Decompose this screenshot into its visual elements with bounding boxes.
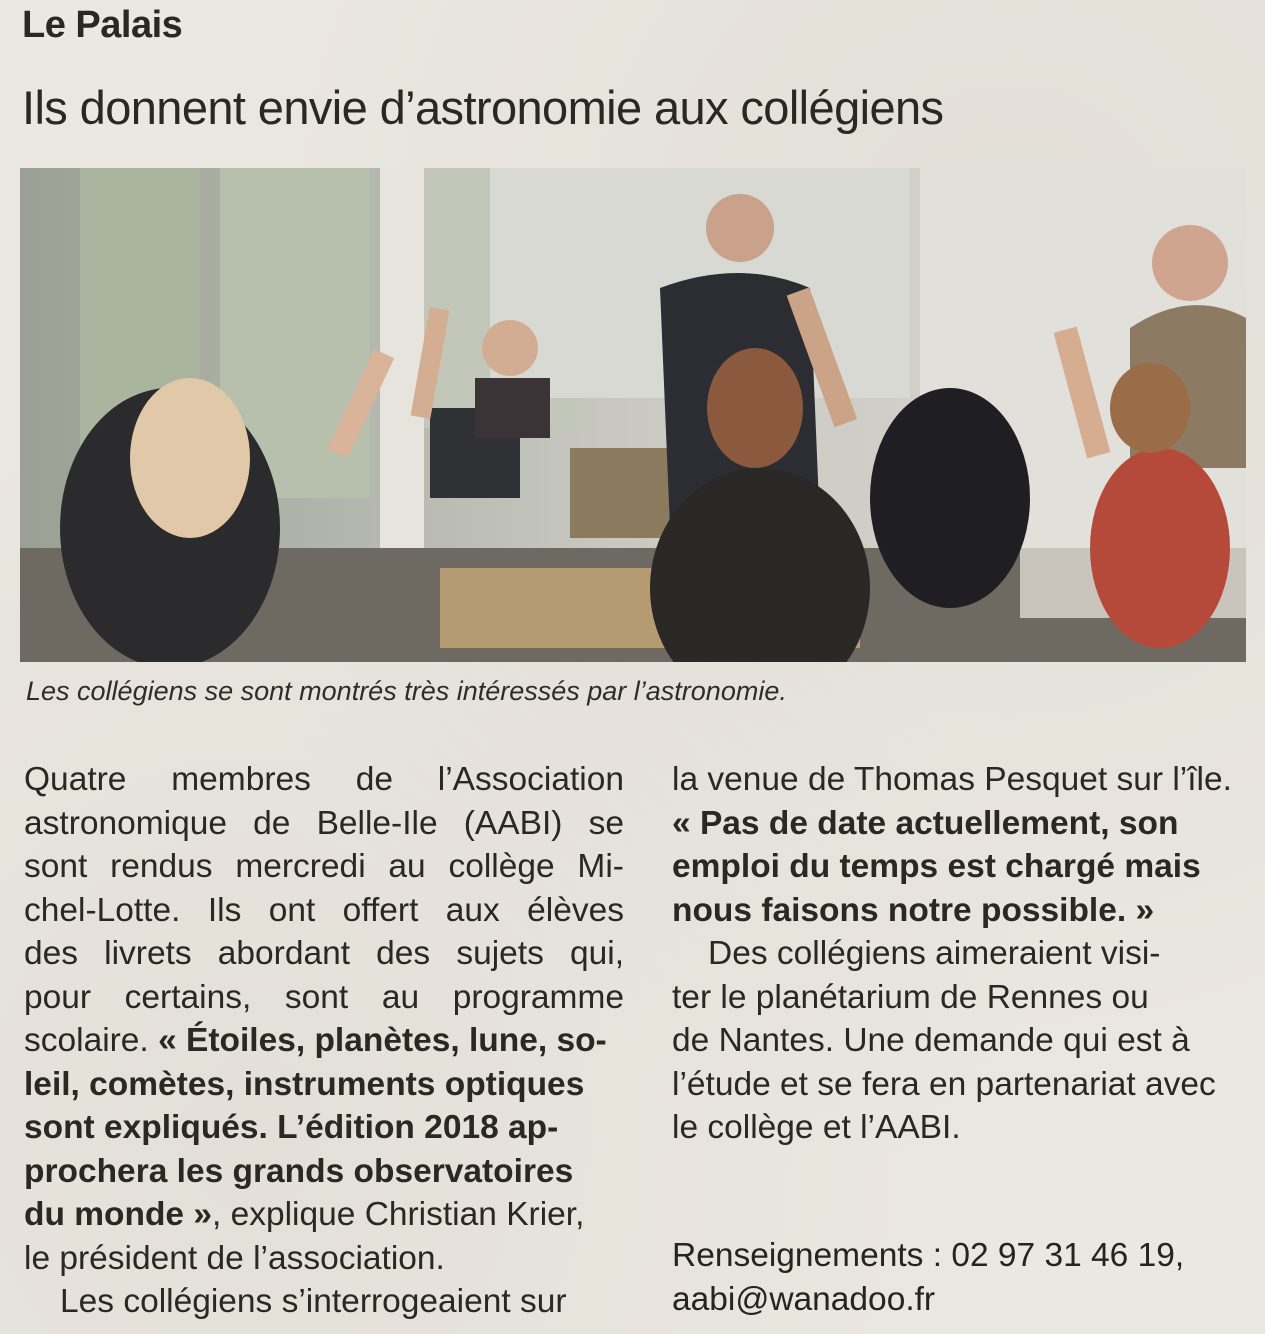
info-email[interactable]: aabi@wanadoo.fr <box>672 1281 936 1318</box>
word: aux <box>445 891 500 929</box>
text-run: , explique Christian Krier, <box>211 1196 585 1233</box>
text-line <box>24 976 624 1020</box>
word: chel-Lotte. <box>24 891 181 929</box>
word: qui, <box>569 935 624 972</box>
text-line <box>24 802 624 846</box>
word: des <box>24 935 79 972</box>
word: l’Association <box>437 761 624 798</box>
text-run: scolaire. <box>24 1022 159 1059</box>
word: collège <box>448 848 555 885</box>
word: au <box>381 978 420 1016</box>
text-line <box>24 1019 624 1063</box>
word: programme <box>452 978 624 1016</box>
word: mercredi <box>235 848 366 885</box>
word: Quatre <box>24 761 127 798</box>
article-column-left <box>24 758 624 1324</box>
text-line <box>24 889 624 933</box>
text-line: ter le planétarium de Rennes ou <box>672 978 1149 1016</box>
article-column-right <box>672 758 1265 1150</box>
word: pour <box>24 978 92 1016</box>
quote-text: sont expliqués. L’édition 2018 ap- <box>24 1109 559 1146</box>
word: membres <box>171 761 311 798</box>
text-line: le collège et l’AABI. <box>672 1109 961 1146</box>
article-photo <box>20 168 1246 662</box>
word: de <box>253 804 291 842</box>
word: (AABI) <box>463 804 563 842</box>
word: se <box>588 804 624 842</box>
word: abordant <box>217 935 351 972</box>
text-line <box>24 758 624 802</box>
quote-text: prochera les grands observatoires <box>24 1152 574 1190</box>
word: certains, <box>124 978 252 1016</box>
word: sujets <box>456 935 544 972</box>
word: au <box>388 848 426 885</box>
word: livrets <box>104 935 192 972</box>
text-line: la venue de Thomas Pesquet sur l’île. <box>672 761 1232 798</box>
word: offert <box>342 891 419 929</box>
word: Mi- <box>577 848 624 885</box>
text-line <box>24 932 624 976</box>
photo-classroom-astronomy-icon <box>20 168 1246 662</box>
quote-text: du monde » <box>24 1196 212 1233</box>
quote-text: emploi du temps est chargé mais <box>672 848 1201 885</box>
quote-text: leil, comètes, instruments optiques <box>24 1065 585 1103</box>
word: sont <box>284 978 349 1016</box>
word: sont <box>24 848 88 885</box>
word: élèves <box>527 891 624 929</box>
info-phone: Renseignements : 02 97 31 46 19, <box>672 1237 1185 1274</box>
text-line: l’étude et se fera en partenariat avec <box>672 1065 1216 1103</box>
word: Ils <box>207 891 242 929</box>
text-line: le président de l’association. <box>24 1239 445 1277</box>
photo-caption: Les collégiens se sont montrés très intéressés par l’astronomie. <box>26 676 787 706</box>
quote-text: nous faisons notre possible. » <box>672 891 1155 929</box>
word: astronomique <box>24 804 227 842</box>
word: ont <box>268 891 316 929</box>
text-line <box>24 845 624 889</box>
headline: Ils donnent envie d’astronomie aux collégiens <box>22 81 944 134</box>
text-line <box>24 1193 624 1237</box>
word: de <box>355 761 393 798</box>
section-title: Le Palais <box>22 4 183 46</box>
word: des <box>376 935 431 972</box>
word: Belle-Ile <box>316 804 438 842</box>
text-line: Des collégiens aimeraient visi- <box>708 935 1161 972</box>
text-line: Les collégiens s’interrogeaient sur <box>60 1283 567 1320</box>
quote-text: « Étoiles, planètes, lune, so- <box>158 1022 607 1059</box>
word: rendus <box>110 848 213 885</box>
text-line: de Nantes. Une demande qui est à <box>672 1022 1190 1059</box>
quote-text: « Pas de date actuellement, son <box>672 804 1179 842</box>
